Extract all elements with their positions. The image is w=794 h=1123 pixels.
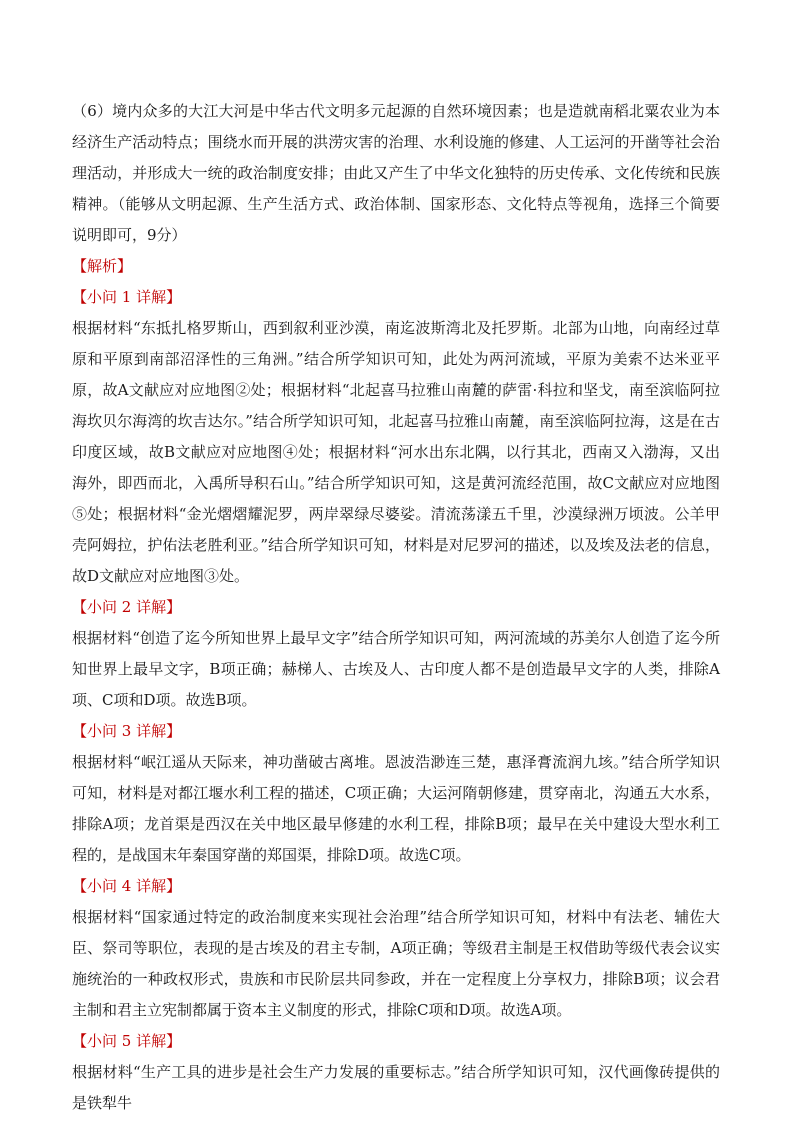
- section-label-1: 【小问 1 详解】: [72, 288, 182, 306]
- section-text-4: 根据材料“国家通过特定的政治制度来实现社会治理”结合所学知识可知，材料中有法老、辅佐大臣、祭司等职位，表现的是古埃及的君主专制，A项正确；等级君主制是王权借助等级代表会议实施统治的一种政权形式，贵族和市民阶层共同参政，并在一定程度上分享权力，排除B项；议会君主制和君主立宪制都属于资本主义制度的形式，排除C项和D项。故选A项。: [72, 908, 720, 1019]
- analysis-label: 【解析】: [72, 257, 133, 275]
- answer-paragraph-6: （6）境内众多的大江大河是中华古代文明多元起源的自然环境因素；也是造就南稻北粟农业为本经济生产活动特点；围绕水而开展的洪涝灾害的治理、水利设施的修建、人工运河的开凿等社会治理活动，并形成大一统的政治制度安排；由此又产生了中华文化独特的历史传承、文化传统和民族精神。（能够从文明起源、生产生活方式、政治体制、国家形态、文化特点等视角，选择三个简要说明即可，9分）: [72, 102, 720, 244]
- section-text-3: 根据材料“岷江遥从天际来，神功凿破古离堆。恩波浩渺连三楚，惠泽膏流润九垓。”结合所学知识可知，材料是对都江堰水利工程的描述，C项正确；大运河隋朝修建，贯穿南北，沟通五大水系，排除A项；龙首渠是西汉在关中地区最早修建的水利工程，排除B项；最早在关中建设大型水利工程的，是战国末年秦国穿凿的郑国渠，排除D项。故选C项。: [72, 753, 720, 864]
- section-label-2: 【小问 2 详解】: [72, 598, 182, 616]
- section-label-5: 【小问 5 详解】: [72, 1032, 182, 1050]
- section-text-2: 根据材料“创造了迄今所知世界上最早文字”结合所学知识可知，两河流域的苏美尔人创造了迄今所知世界上最早文字，B项正确；赫梯人、古埃及人、古印度人都不是创造最早文字的人类，排除A项、C项和D项。故选B项。: [72, 629, 720, 709]
- section-text-5: 根据材料“生产工具的进步是社会生产力发展的重要标志。”结合所学知识可知，汉代画像砖提供的是铁犁牛: [72, 1063, 720, 1112]
- section-label-3: 【小问 3 详解】: [72, 722, 182, 740]
- section-text-1: 根据材料“东抵扎格罗斯山，西到叙利亚沙漠，南迄波斯湾北及托罗斯。北部为山地，向南经过草原和平原到南部沼泽性的三角洲。”结合所学知识可知，此处为两河流域，平原为美索不达米亚平原，故A文献应对应地图②处；根据材料“北起喜马拉雅山南麓的萨雷·科拉和坚戈，南至滨临阿拉海坎贝尔海湾的坎吉达尔。”结合所学知识可知，北起喜马拉雅山南麓，南至滨临阿拉海，这是在古印度区域，故B文献应对应地图④处；根据材料“河水出东北隅，以行其北，西南又入渤海，又出海外，即西而北，入禹所导积石山。”结合所学知识可知，这是黄河流经范围，故C文献应对应地图⑤处；根据材料“金光熠熠耀泥罗，两岸翠绿尽婆娑。清流荡漾五千里，沙漠绿洲万顷波。公羊甲壳阿姆拉，护佑法老胜利亚。”结合所学知识可知，材料是对尼罗河的描述，以及埃及法老的信息，故D文献应对应地图③处。: [72, 319, 720, 585]
- section-label-4: 【小问 4 详解】: [72, 877, 182, 895]
- document-content: [72, 96, 720, 1119]
